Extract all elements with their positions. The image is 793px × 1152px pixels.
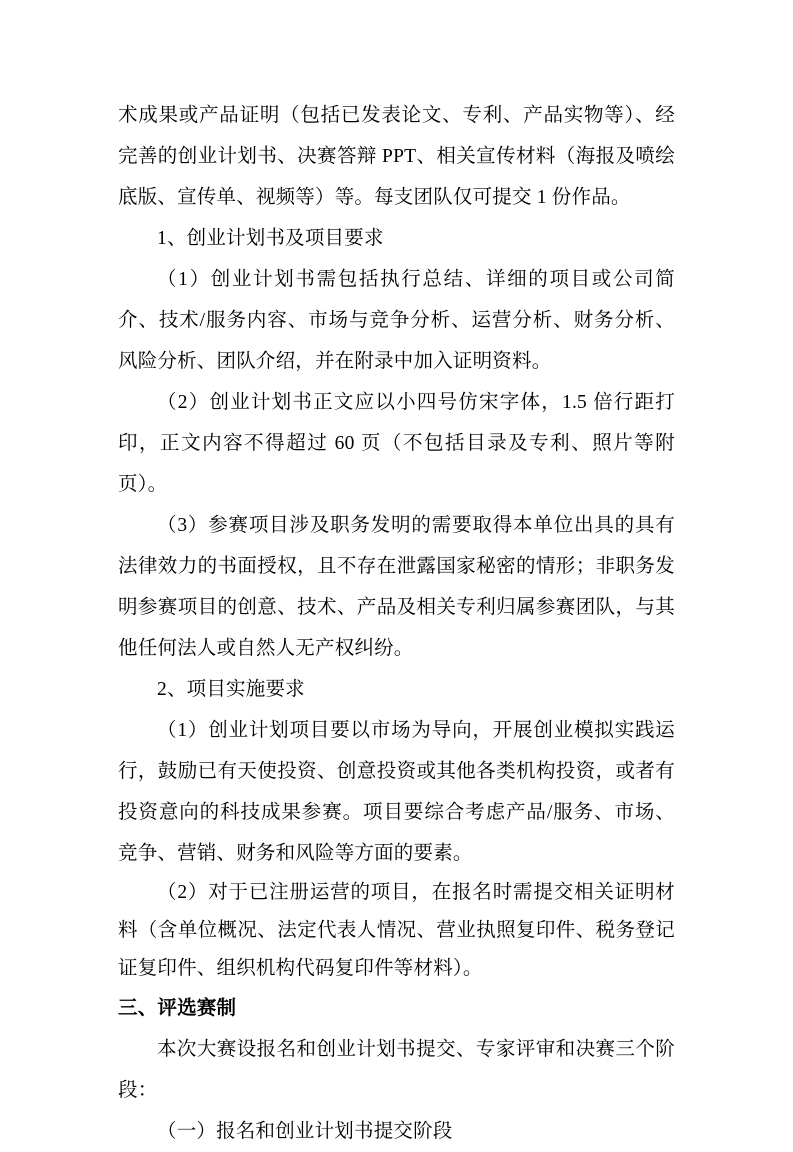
document-body <box>118 95 675 1152</box>
paragraph-item-2-heading: 2、项目实施要求 <box>157 679 305 700</box>
paragraph-stage-one: （一）报名和创业计划书提交阶段 <box>157 1121 453 1142</box>
paragraph-item-2-1: （1）创业计划项目要以市场为导向，开展创业模拟实践运行，鼓励已有天使投资、创意投资或其他各类机构投资，或者有投资意向的科技成果参赛。项目要综合考虑产品/服务、市场、竞争、营销、财务和风险等方面的要素。 <box>118 720 675 864</box>
paragraph-stages-intro: 本次大赛设报名和创业计划书提交、专家评审和决赛三个阶段： <box>118 1039 675 1101</box>
section-heading-evaluation: 三、评选赛制 <box>118 998 237 1019</box>
paragraph-item-2-2: （2）对于已注册运营的项目，在报名时需提交相关证明材料（含单位概况、法定代表人情况、营业执照复印件、税务登记证复印件、组织机构代码复印件等材料）。 <box>118 882 675 979</box>
paragraph-item-1-1: （1）创业计划书需包括执行总结、详细的项目或公司简介、技术/服务内容、市场与竞争分析、运营分析、财务分析、风险分析、团队介绍，并在附录中加入证明资料。 <box>118 269 675 372</box>
paragraph-item-1-2: （2）创业计划书正文应以小四号仿宋字体，1.5 倍行距打印，正文内容不得超过 60 页（不包括目录及专利、照片等附页）。 <box>118 392 675 495</box>
paragraph-item-1-3: （3）参赛项目涉及职务发明的需要取得本单位出具的具有法律效力的书面授权，且不存在泄露国家秘密的情形；非职务发明参赛项目的创意、技术、产品及相关专利归属参赛团队，与其他任何法人或自然人无产权纠纷。 <box>118 515 675 659</box>
paragraph-continued: 术成果或产品证明（包括已发表论文、专利、产品实物等）、经完善的创业计划书、决赛答辩 PPT、相关宣传材料（海报及喷绘底版、宣传单、视频等）等。每支团队仅可提交 1 份作品。 <box>118 105 675 208</box>
paragraph-item-1-heading: 1、创业计划书及项目要求 <box>157 228 384 249</box>
